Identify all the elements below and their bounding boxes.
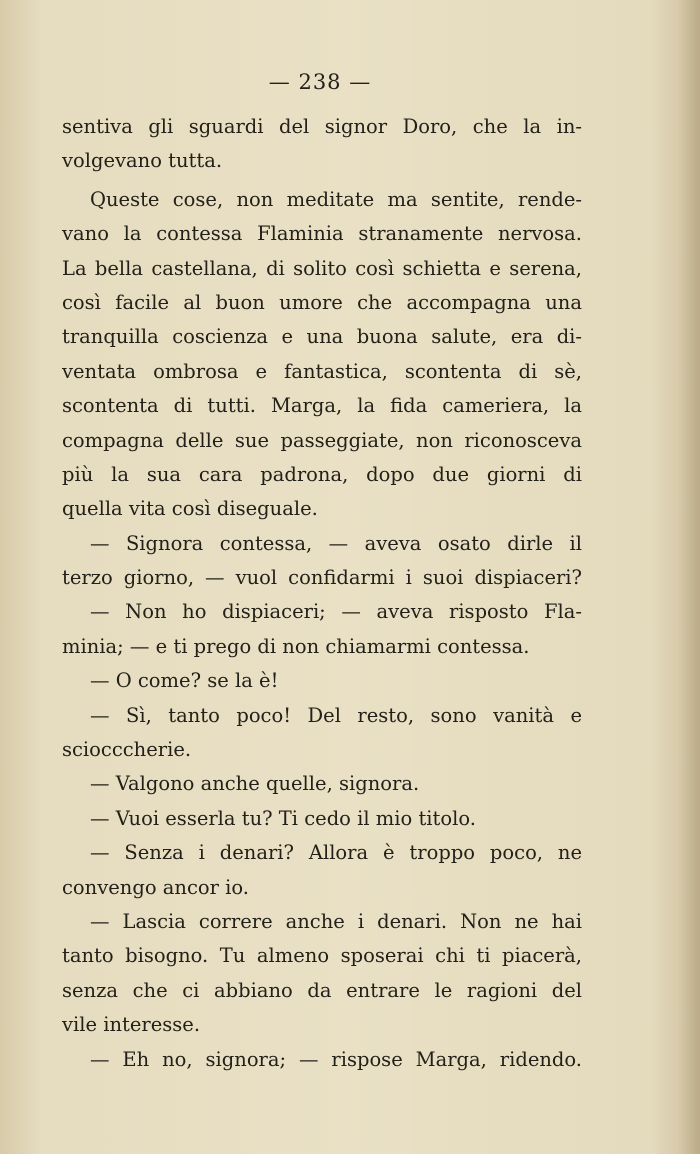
text-line: La bella castellana, di solito così schietta e serena, [62, 256, 582, 280]
text-line: scontenta di tutti. Marga, la fida cameriera, la [62, 394, 582, 418]
text-line: più la sua cara padrona, dopo due giorni di [62, 462, 582, 486]
text-line: vile interesse. [62, 1013, 201, 1037]
text-line: così facile al buon umore che accompagna una [62, 290, 582, 314]
page-number: — 238 — [268, 70, 372, 94]
page-edge-shadow [678, 0, 700, 1154]
text-line: Queste cose, non meditate ma sentite, rende- [90, 187, 582, 211]
text-line: sentiva gli sguardi del signor Doro, che la in- [62, 115, 582, 138]
body-text [62, 110, 582, 1077]
text-line: vano la contessa Flaminia stranamente nervosa. [62, 222, 582, 246]
text-line: — Non ho dispiaceri; — aveva risposto Fla- [90, 600, 582, 624]
text-line: ventata ombrosa e fantastica, scontenta di sè, [62, 359, 582, 383]
text-line: — O come? se la è! [90, 669, 279, 693]
text-line: — Sì, tanto poco! Del resto, sono vanità e [90, 703, 582, 727]
text-line: terzo giorno, — vuol confidarmi i suoi dispiaceri? [62, 566, 582, 590]
text-line: tranquilla coscienza e una buona salute, era di- [62, 325, 582, 349]
text-line: compagna delle sue passeggiate, non riconosceva [62, 428, 582, 452]
text-line: volgevano tutta. [62, 149, 223, 173]
text-line: — Lascia correre anche i denari. Non ne hai [90, 909, 582, 933]
text-line: — Signora contessa, — aveva osato dirle il [90, 531, 582, 555]
text-line: tanto bisogno. Tu almeno sposerai chi ti piacerà, [62, 944, 582, 968]
text-line: — Valgono anche quelle, signora. [90, 772, 420, 796]
text-line: minia; — e ti prego di non chiamarmi contessa. [62, 634, 530, 658]
text-line: — Eh no, signora; — rispose Marga, ridendo. [90, 1047, 582, 1071]
text-line: — Vuoi esserla tu? Ti cedo il mio titolo. [90, 806, 476, 830]
text-line: — Senza i denari? Allora è troppo poco, ne [90, 841, 582, 865]
text-line: sciocccherie. [62, 738, 192, 762]
text-line: senza che ci abbiano da entrare le ragioni del [62, 978, 582, 1002]
text-line: convengo ancor io. [62, 875, 249, 899]
text-line: quella vita così diseguale. [62, 497, 318, 521]
